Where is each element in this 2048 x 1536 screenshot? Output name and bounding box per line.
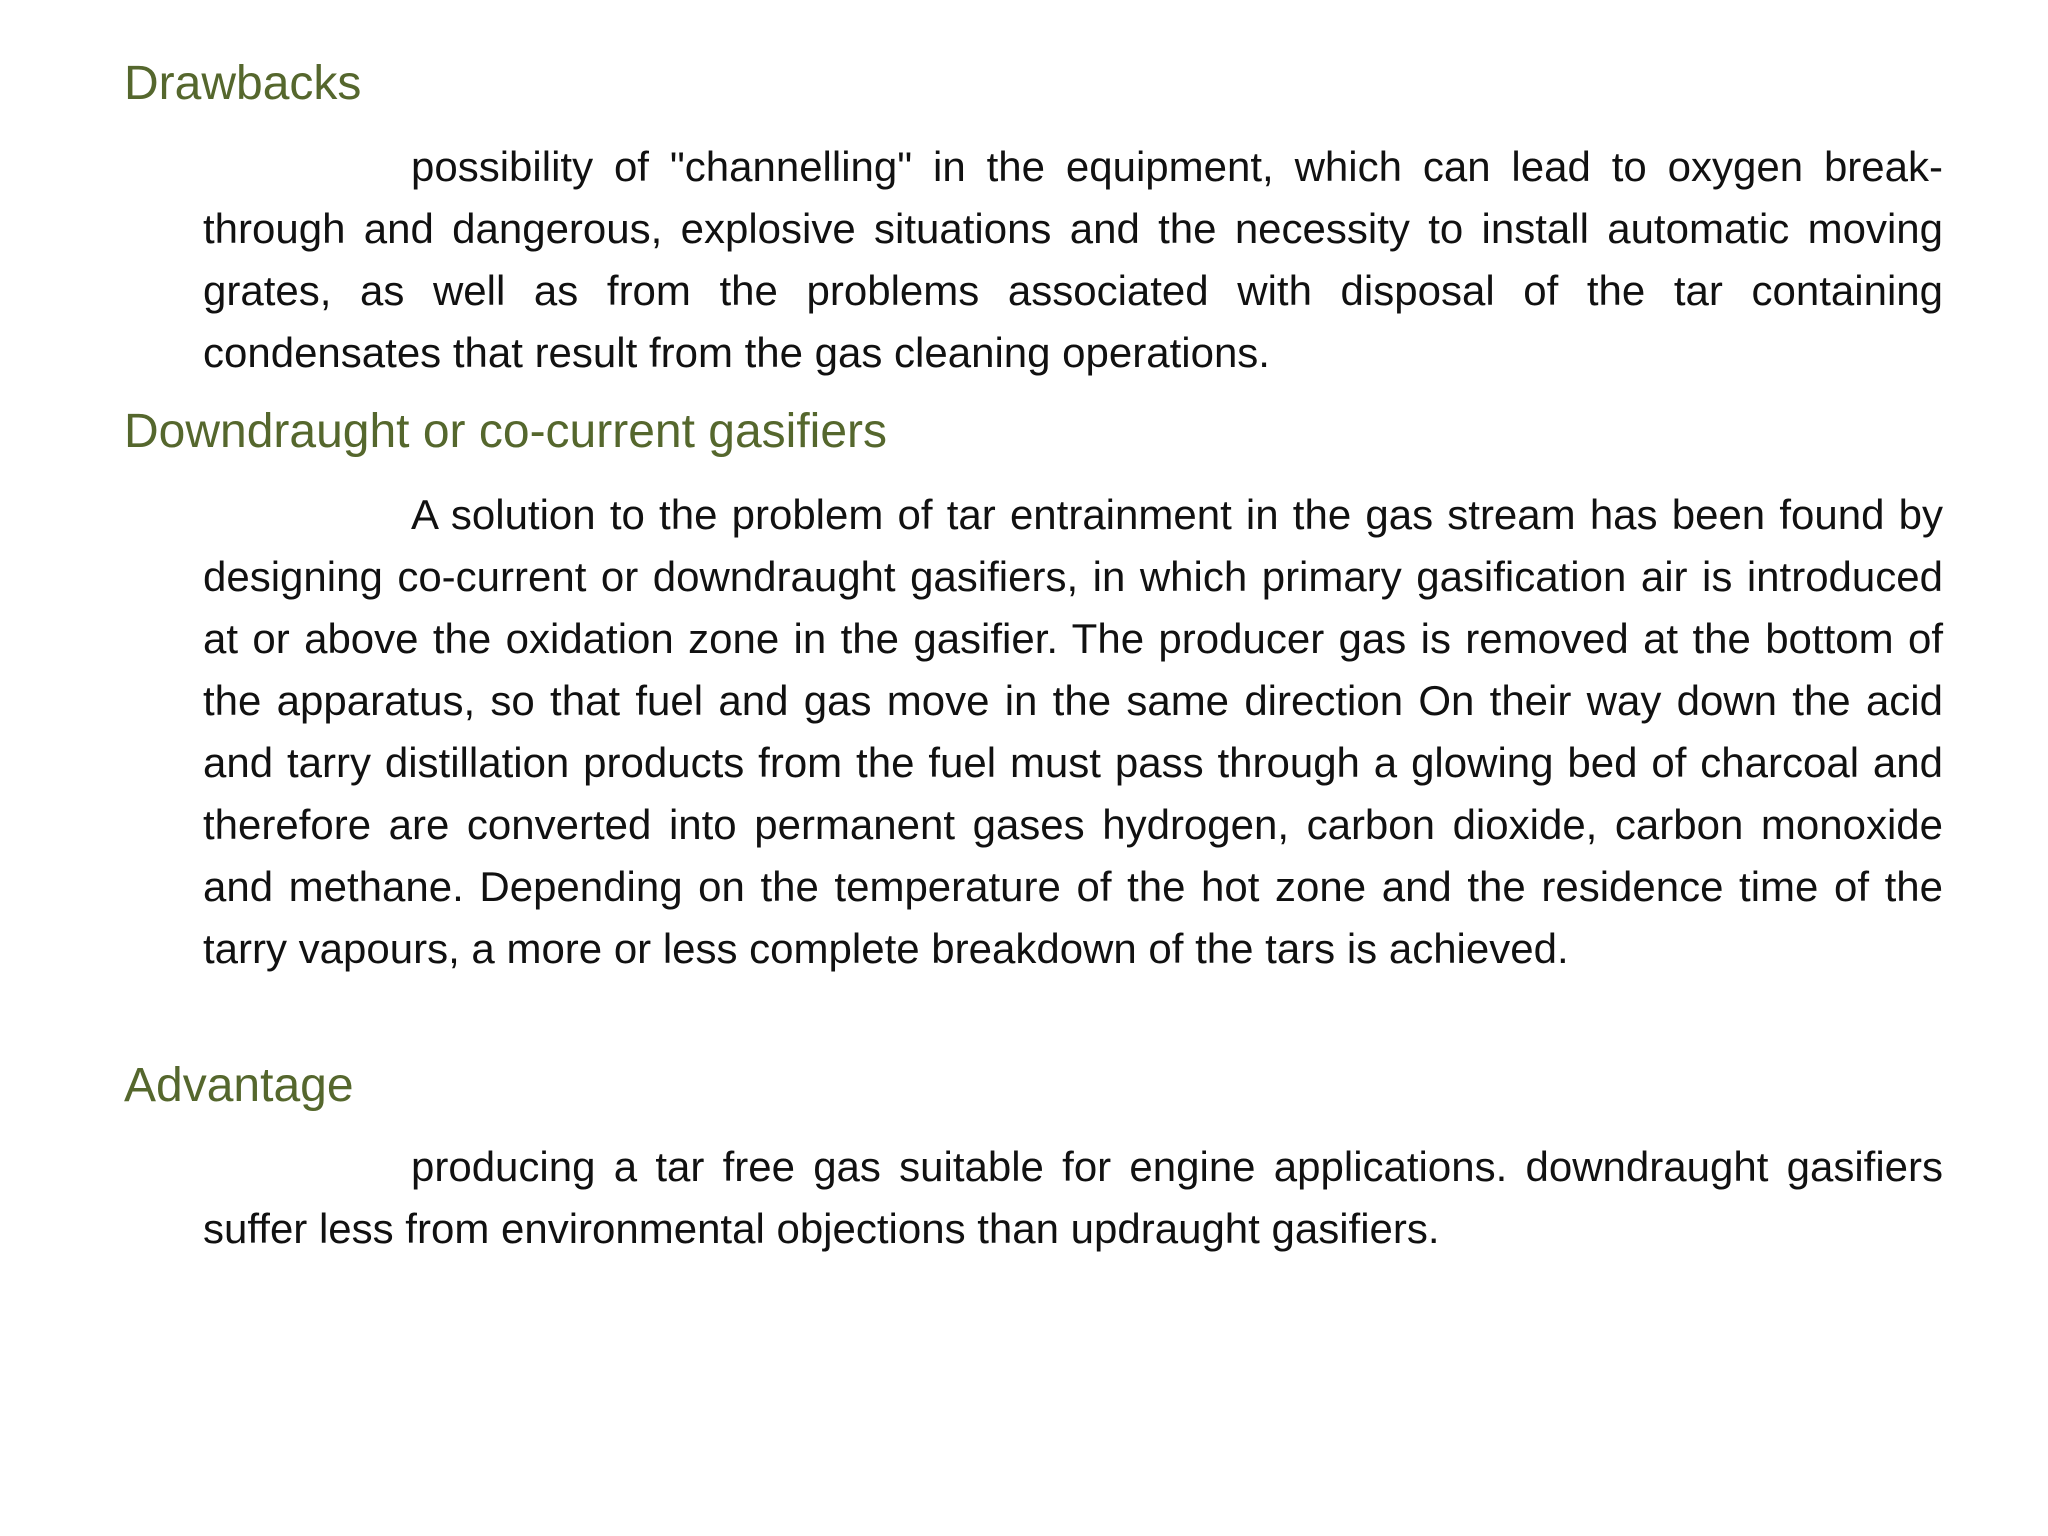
section-heading-drawbacks: Drawbacks: [124, 57, 362, 110]
section-heading-downdraught: Downdraught or co-current gasifiers: [124, 405, 888, 458]
section-body-downdraught: A solution to the problem of tar entrainment in the gas stream has been found by designing co-current or downdraught gasifiers, in which primary gasification air is introduced at or above the oxidation zone in the gasifier. The producer gas is removed at the bottom of the apparatus, so that fuel and gas move in the same direction On their way down the acid and tarry distillation products from the fuel must pass through a glowing bed of charcoal and therefore are converted into permanent gases hydrogen, carbon dioxide, carbon monoxide and methane. Depending on the temperature of the hot zone and the residence time of the tarry vapours, a more or less complete breakdown of the tars is achieved.: [203, 491, 1943, 972]
section-body-advantage: producing a tar free gas suitable for engine applications. downdraught gasifiers suffer less from environmental objections than updraught gasifiers.: [203, 1143, 1943, 1252]
section-body-drawbacks: possibility of "channelling" in the equipment, which can lead to oxygen break-through and dangerous, explosive situations and the necessity to install automatic moving grates, as well as from the problems associated with disposal of the tar containing condensates that result from the gas cleaning operations.: [203, 143, 1943, 376]
section-heading-advantage: Advantage: [124, 1059, 354, 1112]
